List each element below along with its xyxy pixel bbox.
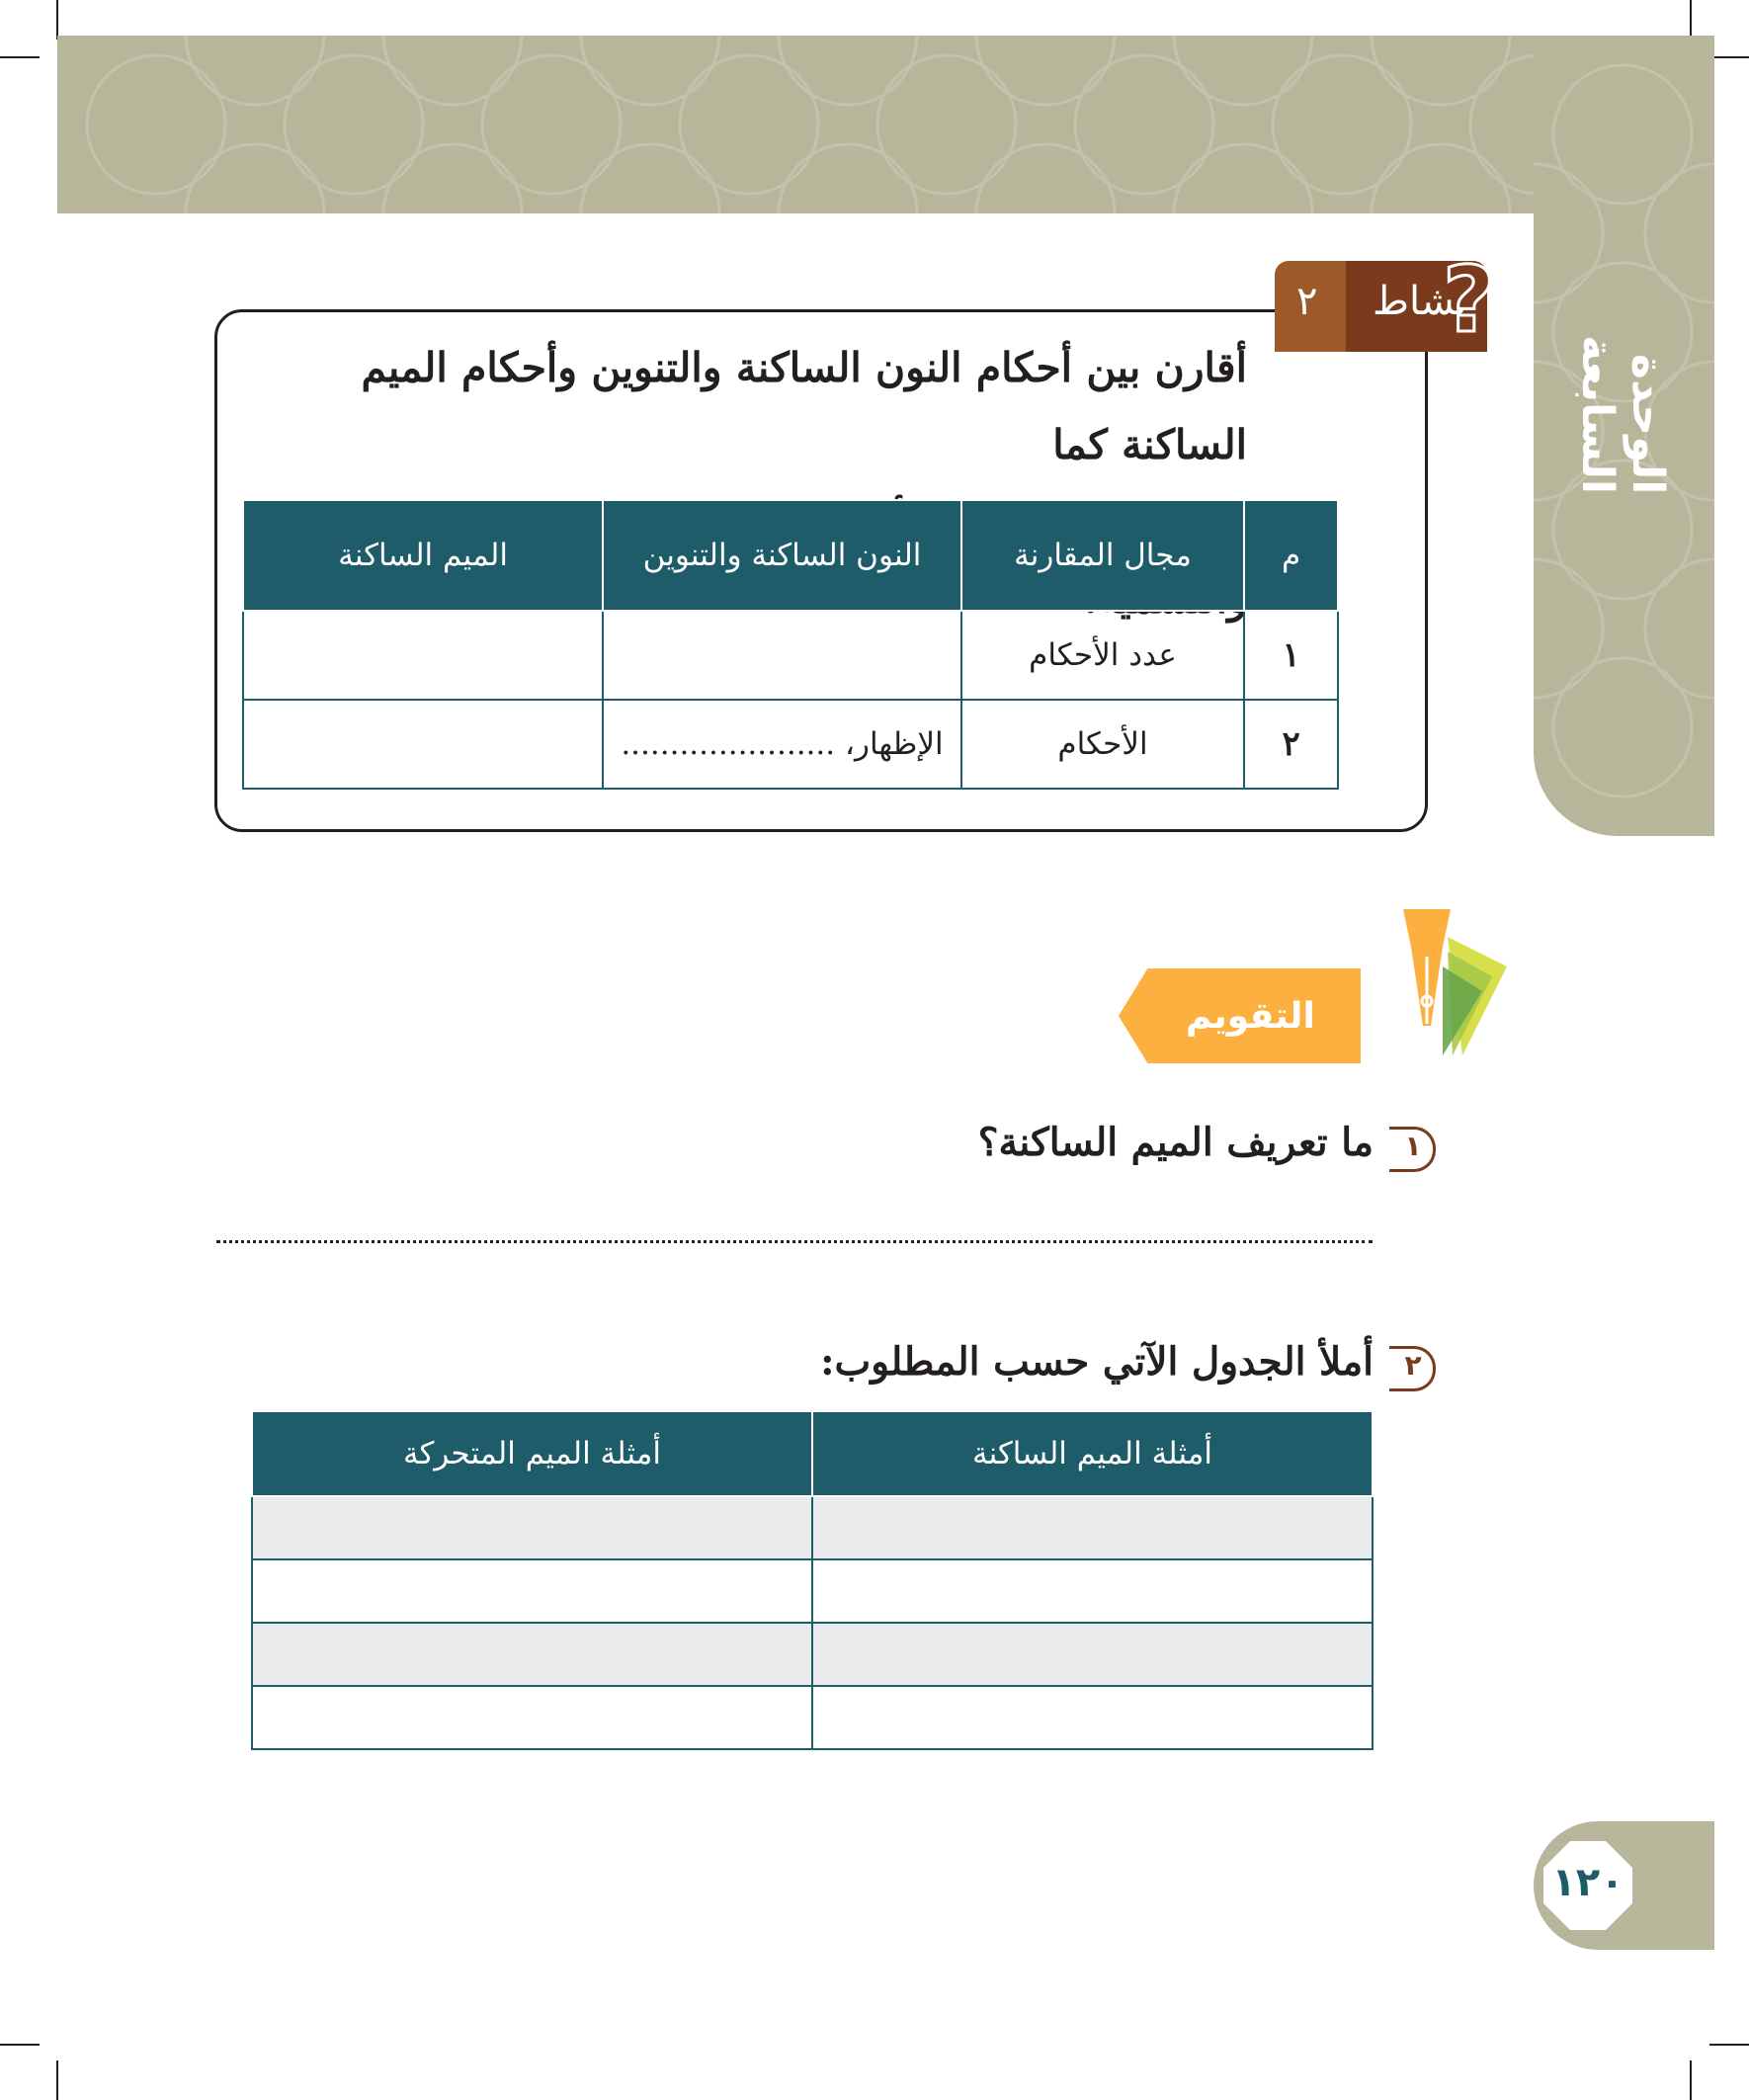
answer-cell[interactable]: الإظهار، ...................... [603,700,961,789]
table-header: الميم الساكنة [243,500,603,611]
answer-cell[interactable] [812,1559,1373,1623]
question-text: أملأ الجدول الآتي حسب المطلوب: [820,1339,1374,1385]
answer-cell[interactable] [243,700,603,789]
unit-title: الوحدة السابعة [1572,335,1673,494]
evaluation-label: التقويم [1186,996,1315,1037]
answer-cell[interactable] [252,1496,812,1559]
table-header: م [1244,500,1338,611]
answer-cell[interactable] [812,1686,1373,1749]
instruction-line: أقارن بين أحكام النون الساكنة والتنوين وأحكام الميم الساكنة كما [361,344,1247,468]
table-row [252,1559,1373,1623]
table-header: أمثلة الميم الساكنة [812,1411,1373,1496]
crop-mark [1709,2044,1749,2046]
crop-mark [1690,2060,1692,2100]
crop-mark [0,56,40,58]
table-row [252,1623,1373,1686]
activity-label: نشاط [1373,279,1467,324]
table-row [252,1496,1373,1559]
comparison-table [242,499,1339,790]
row-number: ١ [1244,611,1338,700]
header-band [57,36,1714,213]
answer-line[interactable] [216,1240,1373,1243]
answer-cell[interactable] [252,1623,812,1686]
answer-cell[interactable] [252,1559,812,1623]
table-header: مجال المقارنة [961,500,1244,611]
table-row [243,611,1338,700]
answer-cell[interactable] [812,1496,1373,1559]
answer-cell[interactable] [812,1623,1373,1686]
table-header: النون الساكنة والتنوين [603,500,961,611]
geometric-pattern [57,36,1714,213]
comparison-field: عدد الأحكام [961,611,1244,700]
comparison-field: الأحكام [961,700,1244,789]
question-number: ٢ [1404,1349,1422,1382]
question-text: ما تعريف الميم الساكنة؟ [977,1120,1374,1165]
crop-mark [1690,0,1692,40]
question-number: ١ [1404,1130,1422,1162]
answer-cell[interactable] [603,611,961,700]
table-row [252,1686,1373,1749]
activity-number: ٢ [1296,279,1318,324]
crop-mark [1709,56,1749,58]
table-header: أمثلة الميم المتحركة [252,1411,812,1496]
table-header-row [252,1411,1373,1496]
crop-mark [56,0,58,40]
examples-table [251,1410,1374,1750]
table-row [243,700,1338,789]
crop-mark [56,2060,58,2100]
row-number: ٢ [1244,700,1338,789]
page-number: ١٢٠ [1551,1860,1624,1905]
answer-cell[interactable] [243,611,603,700]
crop-mark [0,2044,40,2046]
answer-cell[interactable] [252,1686,812,1749]
question-mark-icon: ? [1443,247,1496,353]
table-header-row [243,500,1338,611]
